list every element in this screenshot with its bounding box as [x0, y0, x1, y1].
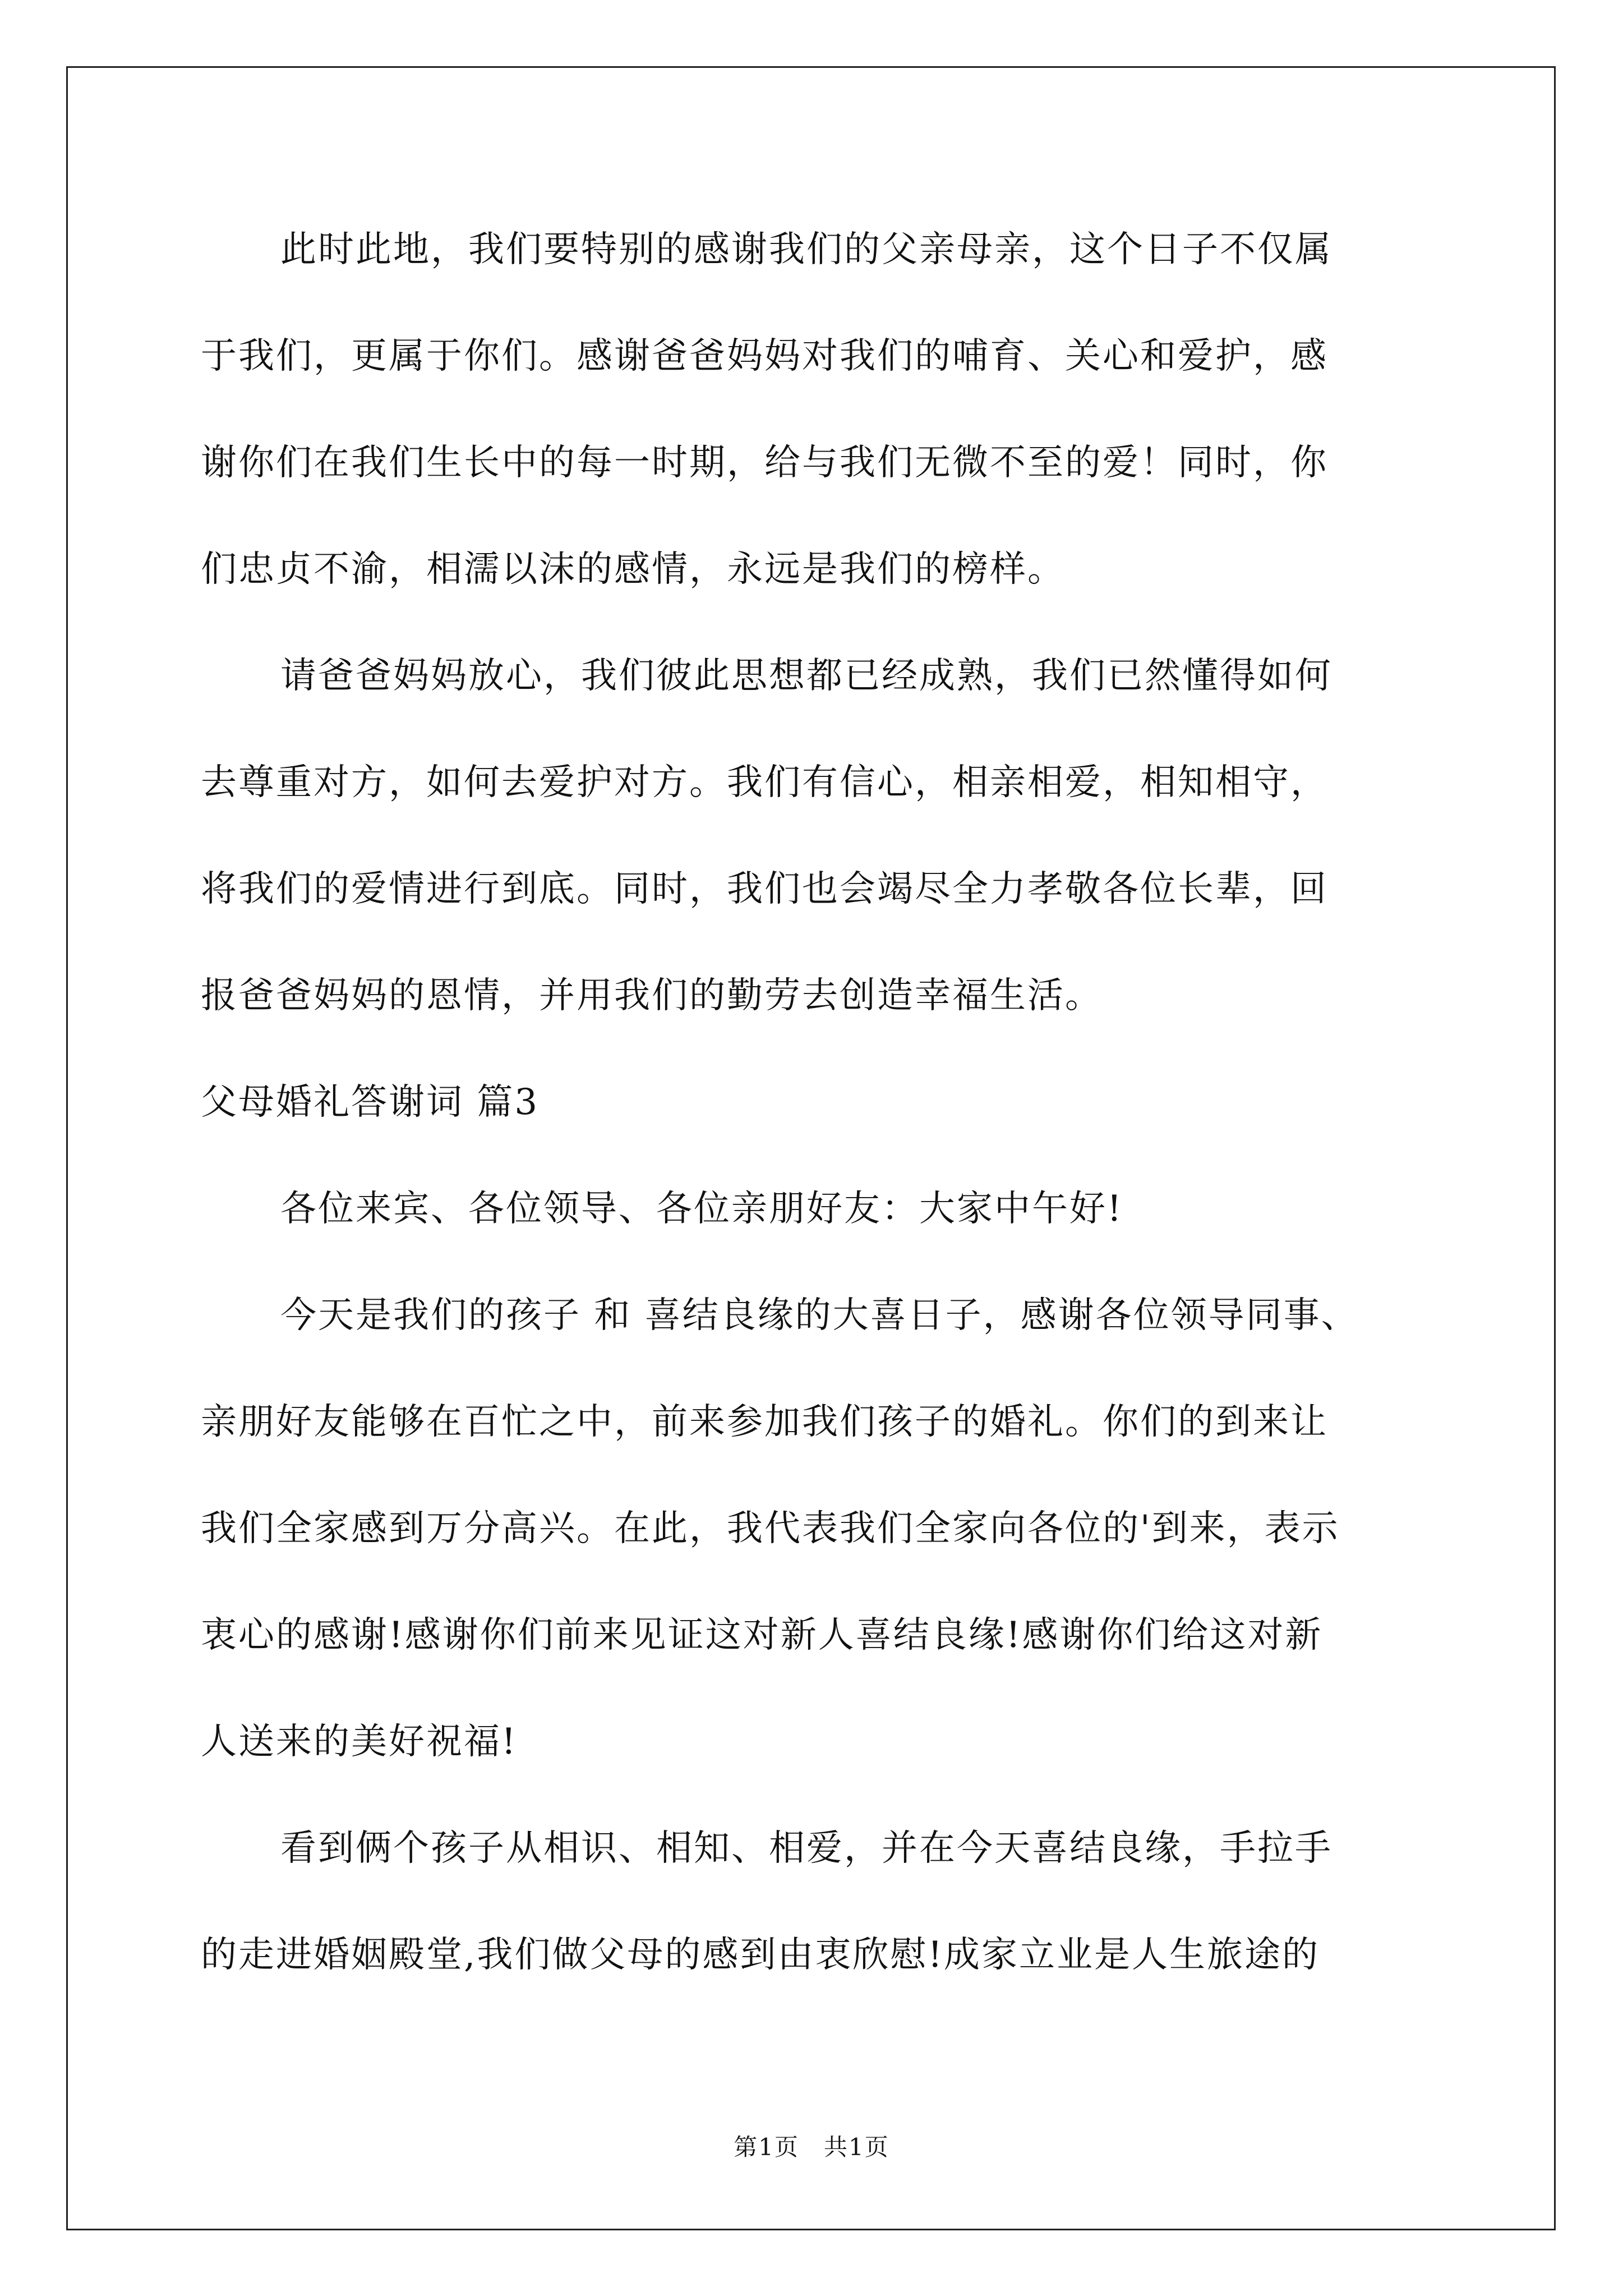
- paragraph-line: 报爸爸妈妈的恩情，并用我们的勤劳去创造幸福生活。: [201, 975, 1103, 1016]
- section-heading: 父母婚礼答谢词 篇3: [201, 1082, 540, 1123]
- paragraph-line: 我们全家感到万分高兴。在此，我代表我们全家向各位的'到来，表示: [201, 1508, 1340, 1549]
- paragraph-line: 亲朋好友能够在百忙之中，前来参加我们孩子的婚礼。你们的到来让: [201, 1401, 1328, 1443]
- paragraph-line: 各位来宾、各位领导、各位亲朋好友：大家中午好!: [280, 1188, 1123, 1230]
- paragraph-line: 人送来的美好祝福!: [201, 1721, 518, 1763]
- paragraph-line: 今天是我们的孩子 和 喜结良缘的大喜日子，感谢各位领导同事、: [280, 1295, 1359, 1336]
- paragraph-line: 去尊重对方，如何去爱护对方。我们有信心，相亲相爱，相知相守，: [201, 762, 1328, 803]
- paragraph-line: 谢你们在我们生长中的每一时期，给与我们无微不至的爱！同时，你: [201, 442, 1328, 484]
- paragraph-line: 此时此地，我们要特别的感谢我们的父亲母亲，这个日子不仅属: [280, 229, 1332, 270]
- page-border: [66, 66, 1556, 2230]
- paragraph-line: 看到俩个孩子从相识、相知、相爱，并在今天喜结良缘，手拉手: [280, 1828, 1332, 1869]
- paragraph-line: 于我们，更属于你们。感谢爸爸妈妈对我们的哺育、关心和爱护，感: [201, 335, 1328, 377]
- paragraph-line: 将我们的爱情进行到底。同时，我们也会竭尽全力孝敬各位长辈，回: [201, 868, 1328, 910]
- paragraph-line: 的走进婚姻殿堂,我们做父母的感到由衷欣慰!成家立业是人生旅途的: [201, 1934, 1320, 1976]
- paragraph-line: 请爸爸妈妈放心，我们彼此思想都已经成熟，我们已然懂得如何: [280, 655, 1332, 697]
- page-number: 第1页 共1页: [734, 2133, 889, 2161]
- paragraph-line: 衷心的感谢!感谢你们前来见证这对新人喜结良缘!感谢你们给这对新: [201, 1614, 1323, 1656]
- paragraph-line: 们忠贞不渝，相濡以沫的感情，永远是我们的榜样。: [201, 549, 1065, 590]
